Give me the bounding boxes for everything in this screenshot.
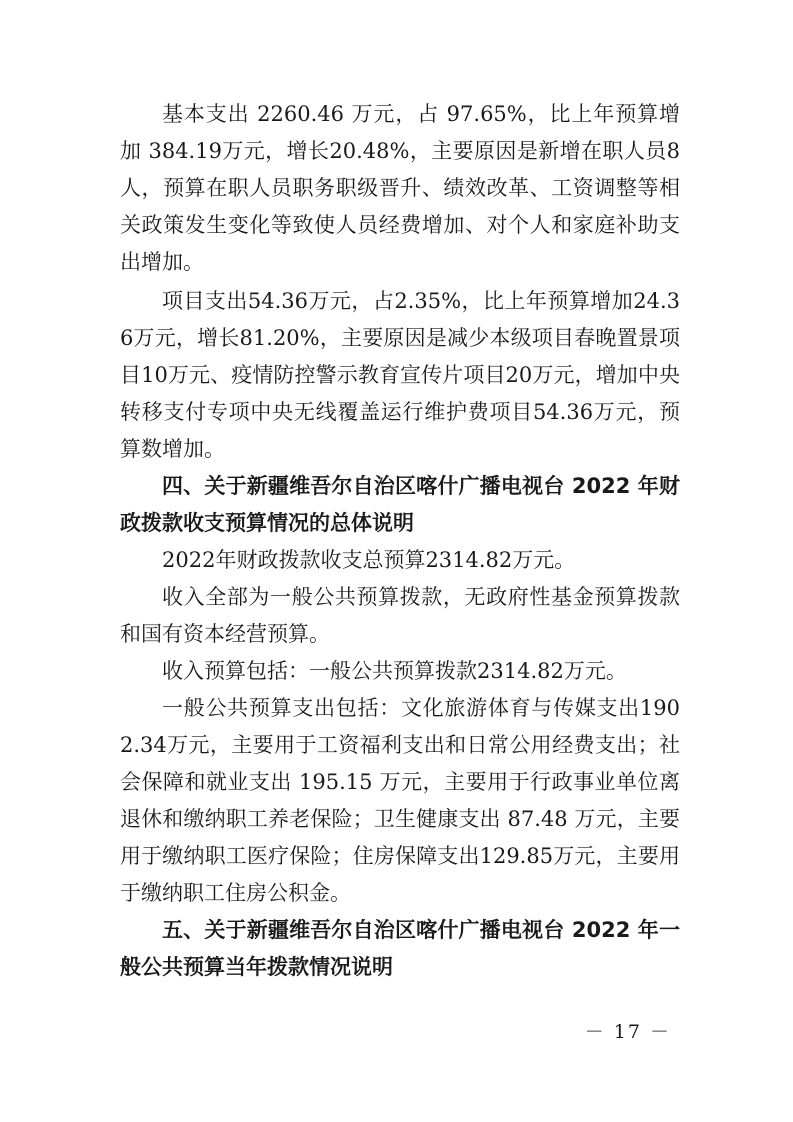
document-body [120,96,680,986]
paragraph-income-budget: 收入预算包括：一般公共预算拨款2314.82万元。 [162,659,627,683]
paragraph-expenditure-breakdown: 一般公共预算支出包括：文化旅游体育与传媒支出1902.34万元，主要用于工资福利支出和日常公用经费支出；社会保障和就业支出 195.15 万元，主要用于行政事业单位离退休和缴纳职工养老保险；卫生健康支出 87.48 万元，主要用于缴纳职工医疗保险；住房保障支出129.85万元，主要用于缴纳职工住房公积金。 [120,696,680,905]
section-4-heading: 四、关于新疆维吾尔自治区喀什广播电视台 2022 年财政拨款收支预算情况的总体说明 [120,474,680,535]
paragraph-total-budget: 2022年财政拨款收支总预算2314.82万元。 [162,548,576,572]
paragraph-income-composition: 收入全部为一般公共预算拨款，无政府性基金预算拨款和国有资本经营预算。 [120,585,680,646]
section-5-heading: 五、关于新疆维吾尔自治区喀什广播电视台 2022 年一般公共预算当年拨款情况说明 [120,918,680,979]
paragraph-project-expenditure: 项目支出54.36万元，占2.35%，比上年预算增加24.36万元，增长81.20%，主要原因是减少本级项目春晚置景项目10万元、疫情防控警示教育宣传片项目20万元，增加中央转移支付专项中央无线覆盖运行维护费项目54.36万元，预算数增加。 [120,289,680,461]
paragraph-basic-expenditure: 基本支出 2260.46 万元，占 97.65%，比上年预算增加 384.19万元，增长20.48%，主要原因是新增在职人员8人，预算在职人员职务职级晋升、绩效改革、工资调整等相关政策发生变化等致使人员经费增加、对个人和家庭补助支出增加。 [120,102,680,274]
page-number: － 17 － [584,1021,671,1043]
